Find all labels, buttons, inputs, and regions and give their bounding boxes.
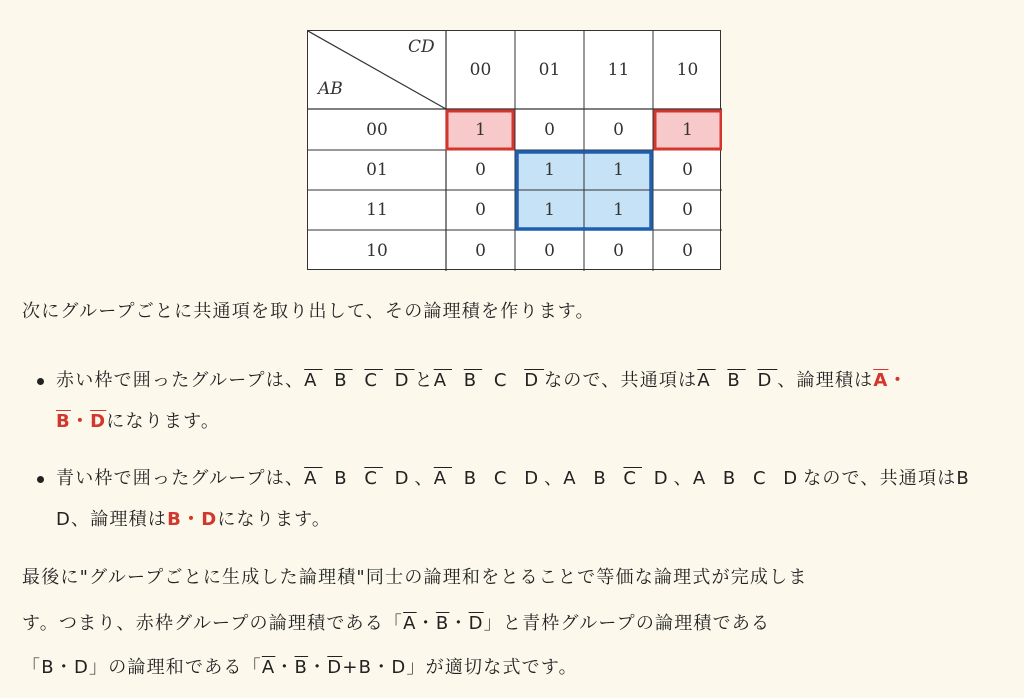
kmap-cell: 0 bbox=[682, 200, 693, 220]
var-d: D bbox=[524, 468, 545, 489]
kmap-cell: 1 bbox=[475, 119, 486, 140]
var-a-bar: $\overline{A}$ bbox=[261, 657, 276, 678]
kmap-row-header: 10 bbox=[366, 240, 388, 261]
var-d-bar: $\overline{D}$ bbox=[524, 370, 545, 391]
var-c: C bbox=[752, 468, 772, 489]
var-b: B bbox=[722, 468, 742, 489]
dot: ・ bbox=[308, 657, 328, 678]
bullet-red-line1 bbox=[56, 361, 908, 401]
var-b-bar: $\overline{B}$ bbox=[435, 613, 450, 634]
var-c: C bbox=[493, 370, 513, 391]
var-c-bar: $\overline{C}$ bbox=[364, 370, 383, 391]
var-b: B bbox=[167, 509, 182, 530]
var-b: B bbox=[593, 468, 612, 489]
var-b-bar: $\overline{B}$ bbox=[334, 370, 353, 391]
var-b-bar: $\overline{B}$ bbox=[463, 370, 483, 391]
karnaugh-map bbox=[307, 30, 721, 270]
kmap-cell: 0 bbox=[475, 200, 486, 220]
kmap-cell: 1 bbox=[544, 160, 555, 180]
kmap-row-header: 00 bbox=[366, 119, 388, 140]
var-c: C bbox=[493, 468, 513, 489]
text: 、 bbox=[544, 468, 564, 489]
kmap-col-header: 11 bbox=[607, 60, 630, 80]
kmap-cell: 0 bbox=[544, 240, 555, 261]
var-a-bar: $\overline{A}$ bbox=[433, 370, 453, 391]
var-d: D bbox=[783, 468, 804, 489]
bullet-blue-line1 bbox=[56, 459, 970, 499]
text: 」と青枠グループの論理積である bbox=[483, 613, 771, 634]
text: 、 bbox=[414, 468, 434, 489]
var-b-bar: $\overline{B}$ bbox=[727, 370, 746, 391]
var-d-bar: $\overline{D}$ bbox=[757, 370, 778, 391]
dot: ・ bbox=[449, 613, 469, 634]
kmap-cd-label: CD bbox=[408, 37, 435, 57]
kmap-ab-label: AB bbox=[318, 79, 343, 99]
var-a: A bbox=[692, 468, 712, 489]
conclusion-line1: 最後に"グループごとに生成した論理積"同士の論理和をとることで等価な論理式が完成しま bbox=[22, 567, 808, 588]
text: 、 bbox=[673, 468, 693, 489]
var-b: B bbox=[334, 468, 353, 489]
var-c-bar: $\overline{C}$ bbox=[364, 468, 383, 489]
var-d: D bbox=[653, 468, 674, 489]
text: 「B・D」の論理和である「 bbox=[22, 657, 262, 678]
bullet-dot bbox=[37, 378, 44, 385]
text: と bbox=[414, 370, 434, 391]
kmap-row-header: 01 bbox=[366, 160, 388, 180]
var-d-bar: $\overline{D}$ bbox=[327, 657, 343, 678]
var-a-bar: $\overline{A}$ bbox=[697, 370, 716, 391]
text: 赤い枠で囲ったグループは、 bbox=[56, 370, 305, 391]
dot: ・ bbox=[181, 509, 202, 530]
bullet-red-line2 bbox=[56, 402, 220, 442]
kmap-cell: 1 bbox=[613, 160, 624, 180]
var-b-bar: $\overline{B}$ bbox=[56, 411, 71, 432]
kmap-cell: 1 bbox=[613, 200, 624, 220]
conclusion-line2 bbox=[22, 604, 770, 644]
kmap-cell: 0 bbox=[613, 240, 624, 261]
dot: ・ bbox=[416, 613, 436, 634]
kmap-cell: 0 bbox=[682, 240, 693, 261]
var-a-bar: $\overline{A}$ bbox=[304, 468, 323, 489]
var-d: D bbox=[201, 509, 218, 530]
var-a-bar: $\overline{A}$ bbox=[873, 370, 889, 391]
dot: ・ bbox=[275, 657, 295, 678]
bullet-blue-line2 bbox=[56, 500, 331, 540]
text: になります。 bbox=[106, 411, 221, 432]
var-a-bar: $\overline{A}$ bbox=[433, 468, 453, 489]
var-a-bar: $\overline{A}$ bbox=[403, 613, 417, 634]
kmap-row-header: 11 bbox=[366, 200, 388, 220]
var-d-bar: $\overline{D}$ bbox=[394, 370, 415, 391]
text: す。つまり、赤枠グループの論理積である「 bbox=[22, 613, 404, 634]
kmap-col-header: 01 bbox=[538, 60, 561, 80]
text: +B・D」が適切な式です。 bbox=[342, 657, 578, 678]
var-d: D bbox=[394, 468, 415, 489]
kmap-cell: 0 bbox=[475, 240, 486, 261]
text: 青い枠で囲ったグループは、 bbox=[56, 468, 305, 489]
var-b: B bbox=[956, 468, 970, 489]
var-b: B bbox=[463, 468, 483, 489]
text: D、論理積は bbox=[56, 509, 168, 530]
var-d-bar: $\overline{D}$ bbox=[90, 411, 107, 432]
kmap-cell: 0 bbox=[613, 119, 624, 140]
var-a-bar: $\overline{A}$ bbox=[304, 370, 323, 391]
dot: ・ bbox=[70, 411, 91, 432]
conclusion-line3 bbox=[22, 648, 578, 688]
kmap-cell: 1 bbox=[544, 200, 555, 220]
text: なので、共通項は bbox=[544, 370, 698, 391]
kmap-col-header: 00 bbox=[469, 60, 492, 80]
text: 、論理積は bbox=[777, 370, 874, 391]
var-b-bar: $\overline{B}$ bbox=[294, 657, 309, 678]
kmap-cell: 0 bbox=[544, 119, 555, 140]
var-a: A bbox=[563, 468, 582, 489]
kmap-col-header: 10 bbox=[676, 60, 699, 80]
kmap-cell: 0 bbox=[475, 160, 486, 180]
intro-paragraph: 次にグループごとに共通項を取り出して、その論理積を作ります。 bbox=[22, 301, 595, 322]
kmap-cell: 0 bbox=[682, 160, 693, 180]
var-d-bar: $\overline{D}$ bbox=[468, 613, 484, 634]
text: になります。 bbox=[217, 509, 332, 530]
var-c-bar: $\overline{C}$ bbox=[623, 468, 642, 489]
dot: ・ bbox=[888, 370, 908, 391]
text: なので、共通項は bbox=[803, 468, 957, 489]
bullet-dot bbox=[37, 476, 44, 483]
kmap-cell: 1 bbox=[682, 119, 693, 140]
